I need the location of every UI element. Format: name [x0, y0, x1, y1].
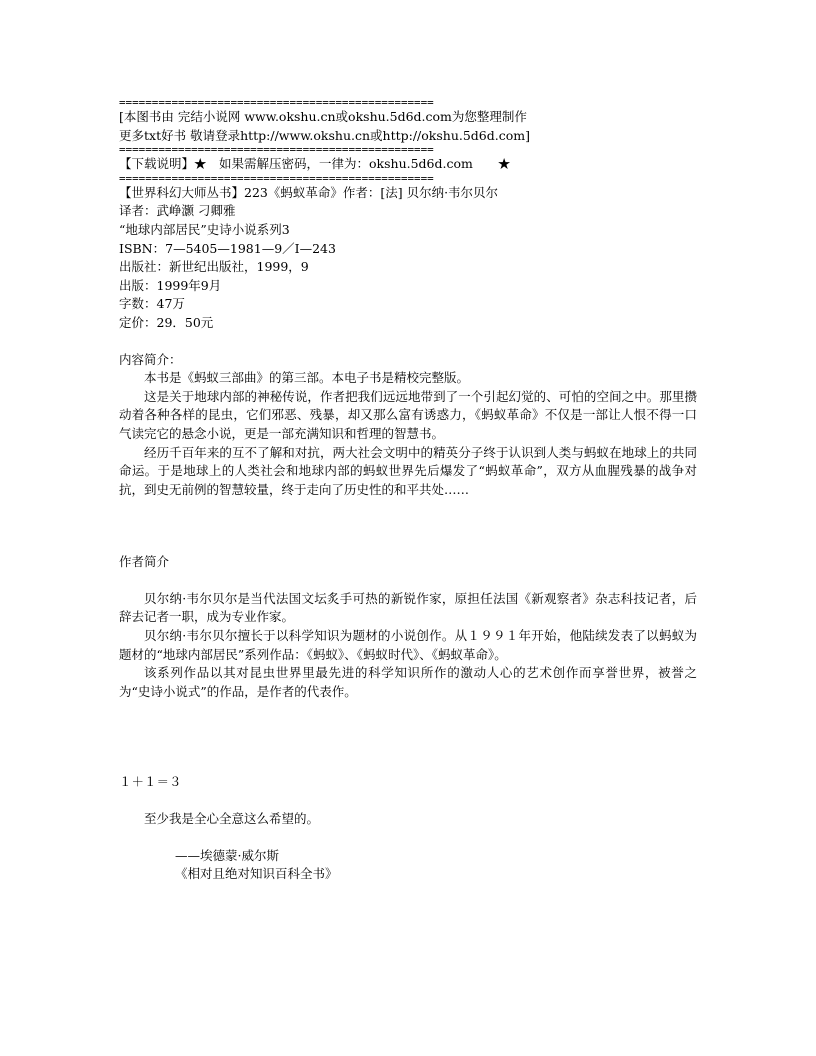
epigraph-attribution-name: ——埃德蒙·威尔斯: [175, 847, 279, 863]
word-count: 字数：47万: [119, 296, 185, 312]
download-note: 【下载说明】★ 如果需解压密码，一律为：okshu.5d6d.com ★: [119, 156, 511, 172]
epigraph-text: 至少我是全心全意这么希望的。: [144, 811, 320, 827]
publication-date: 出版：1999年9月: [119, 277, 222, 293]
intro-paragraph: 本书是《蚂蚁三部曲》的第三部。本电子书是精校完整版。: [144, 370, 470, 386]
author-paragraph: 该系列作品以其对昆虫世界里最先进的科学知识所作的激动人心的艺术创作而享誉世界，被誉之为“史诗小说式”的作品，是作者的代表作。: [119, 665, 697, 699]
author-paragraph: 贝尔纳·韦尔贝尔擅长于以科学知识为题材的小说创作。从１９９１年开始，他陆续发表了以蚂蚁为题材的“地球内部居民”系列作品：《蚂蚁》、《蚂蚁时代》、《蚂蚁革命》。: [119, 628, 697, 662]
source-line-2: 更多txt好书 敬请登录http://www.okshu.cn或http://okshu.5d6d.com]: [119, 127, 530, 143]
isbn: ISBN：7—5405—1981—9／I—243: [119, 240, 336, 256]
epigraph-attribution-source: 《相对且绝对知识百科全书》: [175, 866, 338, 882]
separator-rule: ================================================: [119, 173, 434, 184]
epigraph-equation: １＋１＝３: [119, 774, 182, 790]
price: 定价：29．50元: [119, 314, 214, 330]
publisher: 出版社：新世纪出版社，1999，9: [119, 259, 309, 275]
series-name: “地球内部居民”史诗小说系列3: [119, 221, 290, 237]
book-title-line: 【世界科幻大师丛书】223《蚂蚁革命》作者：[法] 贝尔纳·韦尔贝尔: [119, 184, 499, 200]
intro-paragraph: 经历千百年来的互不了解和对抗，两大社会文明中的精英分子终于认识到人类与蚂蚁在地球上的共同命运。于是地球上的人类社会和地球内部的蚂蚁世界先后爆发了“蚂蚁革命”，双方从血腥残暴的战争对抗，到史无前例的智慧较量，终于走向了历史性的和平共处……: [119, 444, 697, 497]
intro-heading: 内容简介：: [119, 351, 182, 367]
separator-rule: ================================================: [119, 98, 434, 108]
document-page: [119, 98, 697, 884]
source-line-1: [本图书由 完结小说网 www.okshu.cn或okshu.5d6d.com为您整理制作: [119, 109, 527, 124]
translators: 译者：武峥灏 刁卿雅: [119, 203, 236, 219]
separator-rule: ================================================: [119, 145, 434, 156]
intro-paragraph: 这是关于地球内部的神秘传说，作者把我们远远地带到了一个引起幻觉的、可怕的空间之中。那里攒动着各种各样的昆虫，它们邪恶、残暴，却又那么富有诱惑力，《蚂蚁革命》不仅是一部让人恨不得一口气读完它的悬念小说，更是一部充满知识和哲理的智慧书。: [119, 388, 697, 441]
author-paragraph: 贝尔纳·韦尔贝尔是当代法国文坛炙手可热的新锐作家，原担任法国《新观察者》杂志科技记者，后辞去记者一职，成为专业作家。: [119, 590, 697, 625]
author-heading: 作者简介: [119, 554, 170, 570]
